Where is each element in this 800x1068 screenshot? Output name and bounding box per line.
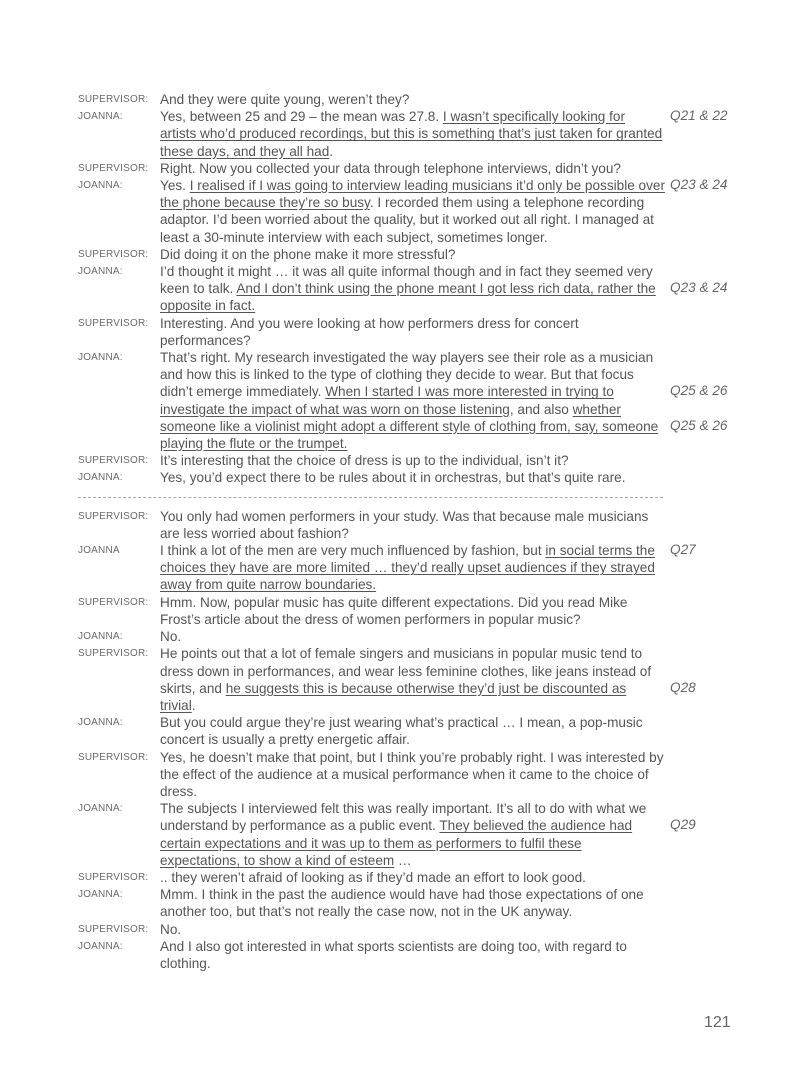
- transcript-turn: [0, 246, 800, 263]
- turn-text-run: But you could argue they’re just wearing what’s practical … I mean, a pop-music concert is usually a pretty energetic affair.: [160, 715, 643, 748]
- transcript-turn: [0, 714, 800, 748]
- speaker-label: SUPERVISOR:: [78, 510, 149, 522]
- turn-text-run: .: [329, 143, 334, 159]
- turn-text: [160, 315, 665, 349]
- answer-underline: whether someone like a violinist might adopt a different style of clothing from, say, someone playing the flute or the trumpet.: [160, 401, 659, 452]
- transcript-turn: [0, 938, 800, 972]
- turn-text-run: No.: [160, 921, 182, 937]
- turn-text: [160, 749, 665, 801]
- transcript-turn: [0, 508, 800, 542]
- turn-text: [160, 800, 665, 869]
- turn-text: [160, 938, 665, 972]
- turn-text: [160, 508, 665, 542]
- question-ref: Q23 & 24: [670, 177, 728, 193]
- speaker-label: SUPERVISOR:: [78, 317, 149, 329]
- turn-text-run: , and also: [509, 401, 573, 417]
- speaker-label: JOANNA:: [78, 889, 123, 901]
- transcript-turn: [0, 177, 800, 246]
- turn-text-run: Hmm. Now, popular music has quite different expectations. Did you read Mike Frost’s article about the dress of women performers in popular music?: [160, 594, 628, 627]
- turn-text: [160, 263, 665, 315]
- transcript-turn: [0, 108, 800, 160]
- turn-text-run: Yes, you’d expect there to be rules about it in orchestras, but that’s quite rare.: [160, 470, 626, 486]
- turn-text: [160, 645, 665, 714]
- turn-text-run: He points out that a lot of female singers and musicians in popular music tend to dress down in performances, and wear less feminine clothes, like jeans instead of skirts, and: [160, 646, 652, 696]
- transcript-turn: [0, 452, 800, 469]
- turn-text: [160, 714, 665, 748]
- transcript-turn: [0, 645, 800, 714]
- turn-text-run: You only had women performers in your study. Was that because male musicians are less worried about fashion?: [160, 508, 649, 541]
- transcript-turn: [0, 886, 800, 920]
- speaker-label: SUPERVISOR:: [78, 94, 149, 105]
- turn-text: [160, 886, 665, 920]
- turn-text-run: I think a lot of the men are very much influenced by fashion, but: [160, 543, 546, 559]
- turn-text: [160, 921, 665, 938]
- question-ref: Q27: [670, 542, 696, 558]
- speaker-label: JOANNA:: [78, 940, 123, 952]
- answer-underline: he suggests this is because otherwise they’d just be discounted as trivial: [160, 680, 627, 713]
- transcript: [0, 91, 800, 972]
- turn-text: [160, 177, 665, 246]
- speaker-label: JOANNA:: [78, 111, 123, 123]
- turn-text-run: Yes, he doesn’t make that point, but I think you’re probably right. I was interested by the effect of the audience at a musical performance when it came to the choice of dress.: [160, 749, 664, 799]
- speaker-label: JOANNA:: [78, 180, 123, 192]
- turn-text: [160, 452, 665, 469]
- transcript-turn: [0, 800, 800, 869]
- turn-text: [160, 542, 665, 594]
- turn-text-run: Yes.: [160, 178, 190, 194]
- turn-text-run: I’d thought it might … it was all quite informal though and in fact they seemed very keen to talk.: [160, 264, 653, 297]
- transcript-turn: [0, 921, 800, 938]
- speaker-label: SUPERVISOR:: [78, 751, 149, 763]
- speaker-label: JOANNA: [78, 545, 120, 557]
- transcript-turn: [0, 869, 800, 886]
- transcript-turn: [0, 91, 800, 108]
- answer-underline: I wasn’t specifically looking for artists who’d produced recordings, but this is something that’s just taken for granted these days, and they all had: [160, 109, 663, 159]
- turn-text: [160, 160, 665, 177]
- turn-text-run: Yes, between 25 and 29 – the mean was 27.8.: [160, 109, 443, 125]
- transcript-turn: [0, 469, 800, 486]
- turn-text-run: .. they weren’t afraid of looking as if they’d made an effort to look good.: [160, 869, 586, 885]
- speaker-label: JOANNA:: [78, 631, 123, 643]
- answer-underline: in social terms the choices they have are more limited … they’d really upset audiences if they strayed away from quite narrow boundaries.: [160, 543, 655, 593]
- speaker-label: SUPERVISOR:: [78, 162, 149, 174]
- speaker-label: JOANNA:: [78, 266, 123, 278]
- turn-text-run: Mmm. I think in the past the audience would have had those expectations of one another too, but that’s not really the case now, not in the UK anyway.: [160, 887, 644, 920]
- transcript-turn: [0, 749, 800, 801]
- answer-underline: And I don’t think using the phone meant I got less rich data, rather the opposite in fact.: [160, 281, 656, 314]
- turn-text: [160, 628, 665, 645]
- question-ref: Q23 & 24: [670, 280, 728, 296]
- answer-underline: I realised if I was going to interview leading musicians it’d only be possible over the phone because they’re so busy: [160, 178, 666, 211]
- question-ref: Q25 & 26: [670, 383, 728, 399]
- turn-text: [160, 594, 665, 628]
- speaker-label: SUPERVISOR:: [78, 596, 149, 608]
- transcript-turn: [0, 349, 800, 452]
- turn-text: [160, 469, 665, 486]
- turn-text-run: Did doing it on the phone make it more stressful?: [160, 246, 456, 262]
- turn-text-run: That’s right. My research investigated the way players see their role as a musician and how this is linked to the type of clothing they decide to wear. But that focus didn’t emerge immediately.: [160, 350, 654, 400]
- turn-text: [160, 869, 665, 886]
- turn-text-run: . I recorded them using a telephone recording adaptor. I’d been worried about the quality, but it worked out all right. I managed at least a 30-minute interview with each subject, sometimes longer.: [160, 195, 654, 245]
- speaker-label: SUPERVISOR:: [78, 455, 149, 467]
- turn-text-run: …: [394, 852, 412, 868]
- answer-underline: They believed the audience had certain expectations and it was up to them as performers to fulfil these expectations, to show a kind of esteem: [160, 818, 633, 868]
- turn-text: [160, 91, 665, 108]
- speaker-label: JOANNA:: [78, 803, 123, 815]
- transcript-turn: [0, 263, 800, 315]
- page-number: 121: [704, 1014, 731, 1031]
- transcript-turn: [0, 594, 800, 628]
- turn-text-run: And I also got interested in what sports scientists are doing too, with regard to clothing.: [160, 938, 627, 971]
- transcript-turn: [0, 542, 800, 594]
- speaker-label: JOANNA:: [78, 717, 123, 729]
- turn-text-run: .: [191, 697, 196, 713]
- turn-text-run: Interesting. And you were looking at how performers dress for concert performances?: [160, 315, 579, 348]
- section-divider: [78, 497, 663, 498]
- speaker-label: SUPERVISOR:: [78, 871, 149, 883]
- turn-text: [160, 246, 665, 263]
- speaker-label: JOANNA:: [78, 472, 123, 484]
- turn-text: [160, 108, 665, 160]
- turn-text: [160, 349, 665, 452]
- transcript-turn: [0, 160, 800, 177]
- question-ref: Q28: [670, 679, 696, 695]
- question-ref: Q25 & 26: [670, 417, 728, 433]
- turn-text-run: It’s interesting that the choice of dress is up to the individual, isn’t it?: [160, 453, 569, 469]
- speaker-label: JOANNA:: [78, 352, 123, 364]
- answer-underline: When I started I was more interested in trying to investigate the impact of what was worn on those listening: [160, 384, 614, 417]
- speaker-label: SUPERVISOR:: [78, 248, 149, 260]
- turn-text-run: And they were quite young, weren’t they?: [160, 92, 410, 107]
- speaker-label: SUPERVISOR:: [78, 648, 149, 660]
- question-ref: Q29: [670, 817, 696, 833]
- turn-text-run: Right. Now you collected your data through telephone interviews, didn’t you?: [160, 160, 621, 176]
- question-ref: Q21 & 22: [670, 108, 728, 124]
- turn-text-run: No.: [160, 629, 182, 645]
- speaker-label: SUPERVISOR:: [78, 923, 149, 935]
- transcript-turn: [0, 628, 800, 645]
- turn-text-run: The subjects I interviewed felt this was really important. It’s all to do with what we understand by performance as a public event.: [160, 801, 647, 834]
- transcript-turn: [0, 315, 800, 349]
